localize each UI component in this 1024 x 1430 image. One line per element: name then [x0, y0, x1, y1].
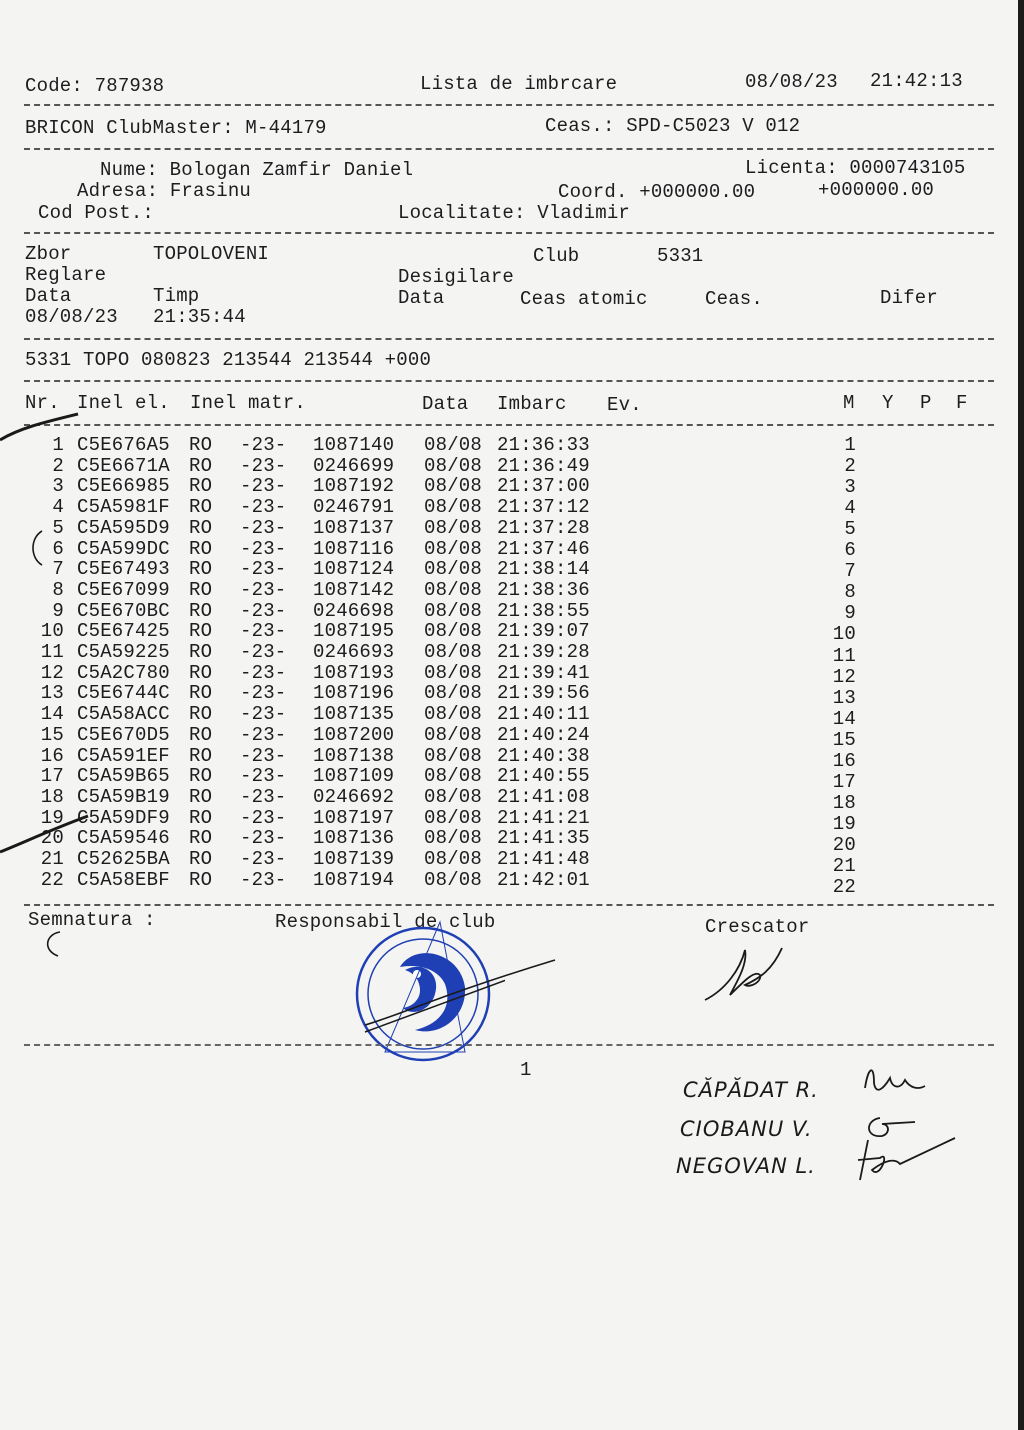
row-time: 21:37:46 — [497, 537, 590, 560]
table-row — [0, 661, 1024, 688]
row-year: -23- — [240, 765, 287, 788]
row-year: -23- — [240, 744, 287, 767]
row-country: RO — [189, 682, 213, 705]
row-time: 21:37:12 — [497, 496, 590, 519]
row-date: 08/08 — [424, 620, 483, 643]
row-date: 08/08 — [424, 475, 483, 498]
club-value: 5331 — [657, 245, 704, 267]
row-country: RO — [189, 516, 213, 539]
row-nr: 10 — [40, 620, 64, 643]
col-ev: Ev. — [607, 394, 642, 416]
handwritten-signature-3 — [850, 1130, 960, 1190]
col-f: F — [956, 392, 968, 414]
divider — [24, 104, 994, 106]
row-position: 3 — [844, 476, 856, 499]
license-number: Licenta: 0000743105 — [745, 157, 966, 179]
row-year: -23- — [240, 641, 287, 663]
row-date: 08/08 — [424, 516, 483, 539]
row-year: -23- — [240, 558, 287, 581]
row-ring-el: C5A5981F — [77, 496, 170, 519]
row-time: 21:41:35 — [497, 827, 590, 850]
table-row — [0, 723, 1024, 751]
row-ring-el: C5A599DC — [77, 537, 170, 560]
row-date: 08/08 — [424, 806, 483, 829]
row-ring-el: C5A59B19 — [77, 785, 170, 808]
handwritten-name-2: CIOBANU V. — [680, 1117, 813, 1141]
table-row — [0, 620, 1024, 646]
row-time: 21:38:14 — [497, 558, 590, 581]
row-country: RO — [189, 806, 213, 829]
row-time: 21:39:07 — [497, 620, 590, 643]
table-row — [0, 806, 1024, 835]
row-position: 18 — [832, 791, 856, 814]
club-signature — [360, 955, 560, 1035]
row-position: 10 — [832, 623, 856, 646]
row-country: RO — [189, 827, 213, 850]
row-country: RO — [189, 496, 213, 519]
row-nr: 5 — [52, 516, 64, 539]
table-row — [0, 539, 1024, 560]
row-country: RO — [189, 868, 213, 891]
row-time: 21:40:24 — [497, 723, 590, 746]
row-ring-el: C5A58ACC — [77, 703, 170, 726]
row-country: RO — [189, 785, 213, 808]
row-ring-el: C5E67425 — [77, 620, 170, 643]
divider — [24, 1044, 994, 1046]
row-time: 21:41:48 — [497, 848, 590, 870]
table-row — [0, 744, 1024, 772]
row-country: RO — [189, 558, 213, 581]
row-year: -23- — [240, 578, 287, 601]
margin-mark-top — [0, 408, 80, 448]
table-row — [0, 641, 1024, 667]
row-country: RO — [189, 723, 213, 746]
row-year: -23- — [240, 434, 287, 456]
clock-label: Ceas. — [705, 288, 764, 310]
set-date: 08/08/23 — [25, 306, 118, 328]
row-year: -23- — [240, 682, 287, 705]
row-time: 21:37:28 — [497, 516, 590, 539]
desigilare-label: Desigilare — [398, 266, 515, 288]
row-date: 08/08 — [424, 703, 483, 726]
row-nr: 21 — [40, 848, 64, 870]
row-ring-matr: 1087195 — [313, 620, 395, 643]
row-nr: 20 — [40, 827, 64, 850]
table-row — [0, 765, 1024, 793]
club-responsible-label: Responsabil de club — [275, 911, 496, 933]
row-date: 08/08 — [424, 661, 483, 684]
flight-summary: 5331 TOPO 080823 213544 213544 +000 — [25, 349, 432, 371]
row-position: 2 — [844, 455, 856, 478]
col-nr: Nr. — [25, 392, 60, 414]
margin-bracket — [28, 528, 48, 568]
row-country: RO — [189, 620, 213, 643]
col-m: M — [843, 392, 855, 414]
row-ring-el: C5A591EF — [77, 744, 170, 767]
row-position: 16 — [832, 749, 856, 772]
row-nr: 15 — [40, 723, 64, 746]
page-number: 1 — [520, 1059, 532, 1081]
postal-code: Cod Post.: — [38, 202, 155, 224]
row-country: RO — [189, 765, 213, 788]
club-label: Club — [533, 245, 580, 267]
row-ring-el: C5A59225 — [77, 641, 170, 663]
difference-label: Difer — [880, 287, 939, 309]
row-date: 08/08 — [424, 744, 483, 767]
row-position: 1 — [844, 434, 856, 456]
row-position: 12 — [832, 665, 856, 688]
row-nr: 14 — [40, 703, 64, 726]
row-year: -23- — [240, 703, 287, 726]
row-nr: 7 — [52, 558, 64, 581]
row-ring-matr: 1087116 — [313, 537, 395, 560]
row-position: 15 — [832, 728, 856, 751]
row-ring-matr: 0246693 — [313, 641, 395, 663]
row-time: 21:36:49 — [497, 454, 590, 477]
row-year: -23- — [240, 620, 287, 643]
row-ring-el: C5A59B65 — [77, 765, 170, 788]
row-nr: 4 — [52, 496, 64, 519]
row-ring-matr: 0246698 — [313, 599, 395, 622]
row-ring-matr: 1087109 — [313, 765, 395, 788]
row-country: RO — [189, 744, 213, 767]
row-ring-el: C5E67099 — [77, 578, 170, 601]
row-date: 08/08 — [424, 496, 483, 519]
row-ring-matr: 1087192 — [313, 475, 395, 498]
row-year: -23- — [240, 827, 287, 850]
divider — [24, 380, 994, 382]
row-date: 08/08 — [424, 723, 483, 746]
row-time: 21:41:08 — [497, 785, 590, 808]
row-ring-matr: 1087136 — [313, 827, 395, 850]
row-ring-el: C5A595D9 — [77, 516, 170, 539]
data-label: Data — [25, 285, 72, 307]
row-ring-el: C5A2C780 — [77, 661, 170, 684]
row-ring-el: C5E670BC — [77, 599, 170, 622]
row-ring-el: C5E676A5 — [77, 434, 170, 456]
row-ring-matr: 1087139 — [313, 848, 395, 870]
clock-id: Ceas.: SPD-C5023 V 012 — [545, 115, 801, 137]
row-position: 21 — [832, 855, 856, 877]
flight-label: Zbor — [25, 243, 72, 265]
row-country: RO — [189, 454, 213, 477]
row-ring-matr: 1087135 — [313, 703, 395, 726]
col-p: P — [920, 392, 932, 414]
row-date: 08/08 — [424, 682, 483, 705]
row-time: 21:37:00 — [497, 475, 590, 498]
code-label: Code: 787938 — [25, 75, 165, 97]
row-ring-el: C5E670D5 — [77, 723, 170, 746]
margin-mark-bottom — [0, 812, 90, 857]
col-ring-matr: Inel matr. — [190, 392, 307, 414]
row-nr: 12 — [40, 661, 64, 684]
row-year: -23- — [240, 723, 287, 746]
row-position: 14 — [832, 707, 856, 730]
row-ring-matr: 1087138 — [313, 744, 395, 767]
semnatura-mark — [38, 928, 68, 960]
table-row — [0, 848, 1024, 877]
row-nr: 1 — [52, 434, 64, 456]
atomic-clock-label: Ceas atomic — [520, 288, 648, 310]
signature-label: Semnatura : — [28, 909, 156, 931]
row-year: -23- — [240, 848, 287, 870]
col-ring-el: Inel el. — [77, 392, 170, 414]
row-time: 21:41:21 — [497, 806, 590, 829]
row-date: 08/08 — [424, 785, 483, 808]
row-time: 21:38:36 — [497, 578, 590, 601]
row-ring-el: C5E6671A — [77, 454, 170, 477]
handwritten-name-3: NEGOVAN L. — [676, 1154, 816, 1178]
breeder-signature — [700, 940, 790, 1005]
header-time: 21:42:13 — [870, 70, 963, 92]
row-time: 21:39:28 — [497, 641, 590, 663]
document-title: Lista de imbrcare — [420, 73, 618, 95]
table-row — [0, 578, 1024, 604]
row-country: RO — [189, 641, 213, 663]
row-country: RO — [189, 537, 213, 560]
divider — [24, 904, 994, 906]
bricon-clubmaster: BRICON ClubMaster: M-44179 — [25, 117, 327, 139]
row-ring-matr: 1087124 — [313, 558, 395, 581]
row-position: 4 — [844, 497, 856, 520]
row-time: 21:39:41 — [497, 661, 590, 684]
row-year: -23- — [240, 806, 287, 829]
row-ring-matr: 0246692 — [313, 785, 395, 808]
row-ring-el: C5E6744C — [77, 682, 170, 705]
row-date: 08/08 — [424, 827, 483, 850]
row-date: 08/08 — [424, 454, 483, 477]
row-year: -23- — [240, 496, 287, 519]
coordinates-2: +000000.00 — [818, 179, 935, 201]
row-ring-matr: 1087142 — [313, 578, 395, 601]
row-country: RO — [189, 475, 213, 498]
row-ring-el: C5A58EBF — [77, 868, 170, 891]
divider — [24, 232, 994, 234]
row-time: 21:42:01 — [497, 868, 590, 891]
owner-name: Nume: Bologan Zamfir Daniel — [100, 159, 414, 181]
row-date: 08/08 — [424, 537, 483, 560]
row-ring-matr: 1087200 — [313, 723, 395, 746]
row-time: 21:40:11 — [497, 703, 590, 726]
handwritten-name-1: CĂPĂDAT R. — [683, 1078, 819, 1102]
reglare-label: Reglare — [25, 264, 107, 286]
row-date: 08/08 — [424, 641, 483, 663]
col-date: Data — [422, 393, 469, 415]
row-date: 08/08 — [424, 848, 483, 870]
row-nr: 9 — [52, 599, 64, 622]
row-position: 22 — [832, 876, 856, 899]
row-ring-matr: 1087194 — [313, 868, 395, 891]
table-row — [0, 682, 1024, 709]
row-position: 19 — [832, 812, 856, 835]
row-position: 17 — [832, 770, 856, 793]
row-ring-matr: 0246791 — [313, 496, 395, 519]
timp-label: Timp — [153, 285, 200, 307]
row-year: -23- — [240, 785, 287, 808]
row-country: RO — [189, 703, 213, 726]
row-country: RO — [189, 578, 213, 601]
row-nr: 18 — [40, 785, 64, 808]
row-ring-el: C5E66985 — [77, 475, 170, 498]
table-row — [0, 827, 1024, 856]
row-ring-el: C52625BA — [77, 848, 170, 870]
row-position: 5 — [844, 518, 856, 541]
locality: Localitate: Vladimir — [398, 202, 631, 224]
row-nr: 8 — [52, 578, 64, 601]
owner-address: Adresa: Frasinu — [77, 180, 252, 202]
data2-label: Data — [398, 287, 445, 309]
table-row — [0, 497, 1024, 518]
coordinates: Coord. +000000.00 — [558, 181, 756, 203]
row-year: -23- — [240, 516, 287, 539]
row-ring-matr: 1087197 — [313, 806, 395, 829]
table-row — [0, 599, 1024, 625]
row-position: 8 — [844, 581, 856, 604]
row-position: 20 — [832, 833, 856, 856]
row-date: 08/08 — [424, 578, 483, 601]
row-year: -23- — [240, 454, 287, 477]
row-year: -23- — [240, 661, 287, 684]
row-nr: 6 — [52, 537, 64, 560]
breeder-label: Crescator — [705, 916, 810, 938]
row-ring-matr: 0246699 — [313, 454, 395, 477]
row-nr: 11 — [40, 641, 64, 663]
row-year: -23- — [240, 475, 287, 498]
row-time: 21:40:38 — [497, 744, 590, 767]
row-nr: 3 — [52, 475, 64, 498]
table-row — [0, 456, 1024, 477]
row-date: 08/08 — [424, 765, 483, 788]
row-year: -23- — [240, 537, 287, 560]
table-row — [0, 435, 1024, 456]
col-y: Y — [882, 392, 894, 414]
row-time: 21:40:55 — [497, 765, 590, 788]
table-row — [0, 476, 1024, 497]
row-position: 6 — [844, 539, 856, 562]
row-position: 9 — [844, 602, 856, 625]
row-ring-el: C5A59546 — [77, 827, 170, 850]
row-date: 08/08 — [424, 434, 483, 456]
col-imbarc: Imbarc — [497, 393, 567, 415]
row-date: 08/08 — [424, 868, 483, 891]
row-nr: 22 — [40, 868, 64, 891]
row-ring-matr: 1087193 — [313, 661, 395, 684]
row-ring-matr: 1087196 — [313, 682, 395, 705]
row-country: RO — [189, 661, 213, 684]
row-nr: 13 — [40, 682, 64, 705]
row-date: 08/08 — [424, 558, 483, 581]
table-row — [0, 558, 1024, 583]
table-row — [0, 703, 1024, 730]
handwritten-signature-1 — [860, 1058, 930, 1103]
row-country: RO — [189, 848, 213, 870]
row-position: 7 — [844, 560, 856, 583]
divider — [24, 148, 994, 150]
row-ring-el: C5A59DF9 — [77, 806, 170, 829]
row-year: -23- — [240, 868, 287, 891]
flight-name: TOPOLOVENI — [153, 243, 270, 265]
row-nr: 19 — [40, 806, 64, 829]
row-ring-matr: 1087137 — [313, 516, 395, 539]
table-row — [0, 785, 1024, 814]
row-ring-el: C5E67493 — [77, 558, 170, 581]
row-date: 08/08 — [424, 599, 483, 622]
row-country: RO — [189, 434, 213, 456]
set-time: 21:35:44 — [153, 306, 246, 328]
table-row — [0, 868, 1024, 899]
row-nr: 2 — [52, 454, 64, 477]
row-nr: 17 — [40, 765, 64, 788]
row-time: 21:36:33 — [497, 434, 590, 456]
row-country: RO — [189, 599, 213, 622]
row-position: 11 — [832, 644, 856, 667]
scan-edge — [1018, 0, 1024, 1430]
row-year: -23- — [240, 599, 287, 622]
divider — [24, 338, 994, 340]
divider — [24, 424, 994, 426]
row-time: 21:38:55 — [497, 599, 590, 622]
table-row — [0, 518, 1024, 539]
header-date: 08/08/23 — [745, 71, 838, 93]
row-position: 13 — [832, 686, 856, 709]
row-ring-matr: 1087140 — [313, 434, 395, 456]
row-time: 21:39:56 — [497, 682, 590, 705]
row-nr: 16 — [40, 744, 64, 767]
